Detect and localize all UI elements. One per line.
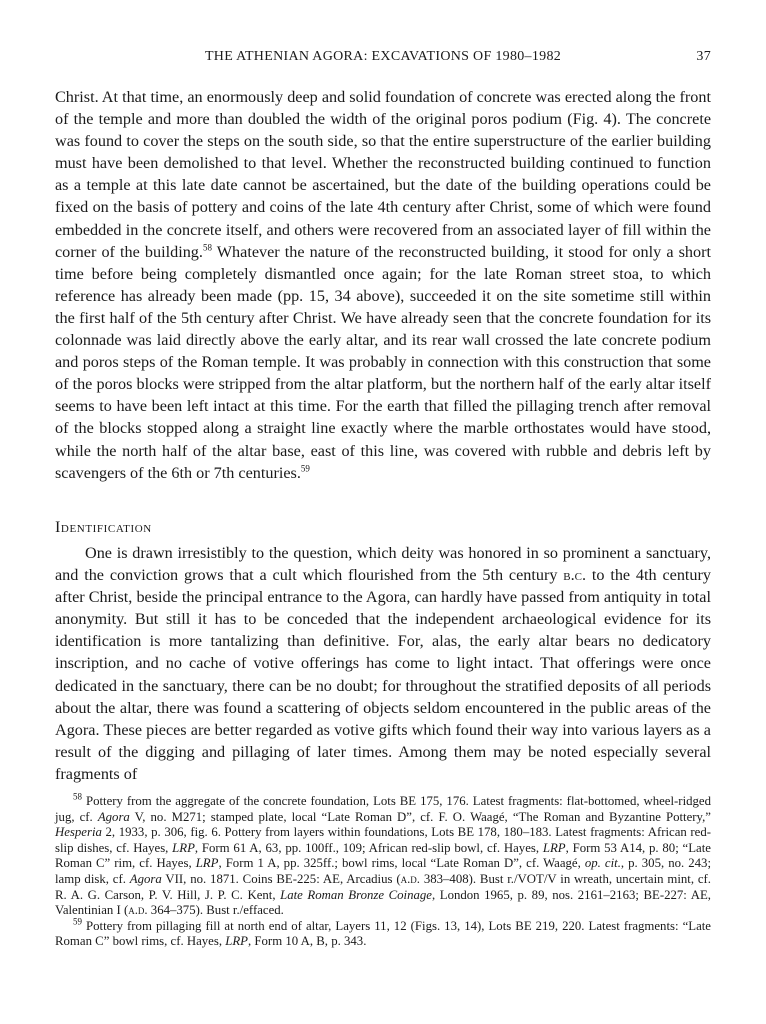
footnote-59	[55, 916, 711, 950]
footnote-italic: LRP	[195, 856, 219, 871]
running-title: THE ATHENIAN AGORA: EXCAVATIONS OF 1980–1982	[204, 49, 562, 64]
footnote-text: 2, 1933, p. 306, fig. 6. Pottery from layers within foundations, Lots BE 178, 180–183. Latest fragments: African red-slip dishes, cf. Hayes,	[55, 825, 711, 855]
footnotes	[55, 791, 712, 950]
footnote-reference: 59	[300, 463, 310, 474]
paragraph	[55, 542, 711, 785]
era-abbreviation: b.c.	[563, 566, 587, 585]
footnote-italic: Hesperia	[55, 825, 102, 840]
footnote-text: , p. 305, no. 243; lamp disk, cf.	[55, 856, 711, 886]
footnote-number: 59	[73, 916, 82, 927]
paragraph-text: Christ. At that time, an enormously deep and solid foundation of concrete was erected along the front of the temple and more than doubled the width of the original poros podium (Fig. 4). The concrete was found to cover the steps on the south side, so that the entire superstructure of the earlier building must have been demolished to that level. Whether the reconstructed building continued to function as a temple at this late date cannot be ascertained, but the date of the building operations could be fixed on the basis of pottery and coins of the late 4th century after Christ, some of which were found embedded in the concrete itself, and others were recovered from an associated layer of fill within the corner of the building.	[55, 88, 711, 261]
footnote-text: , Form 61 A, 63, pp. 100ff., 109; African red-slip bowl, cf. Hayes,	[194, 840, 543, 855]
section-body	[55, 542, 711, 785]
running-head	[55, 49, 711, 69]
era-abbreviation: a.d.	[400, 871, 420, 886]
body-text	[55, 86, 711, 484]
footnote-italic: LRP	[172, 840, 195, 855]
footnote-text: 383–408). Bust r./VOT/V in wreath, uncertain mint, cf. R. A. G. Carson, P. V. Hill, J. P. C. Kent,	[55, 871, 712, 902]
footnote-italic: LRP	[542, 840, 566, 855]
footnote-text: Pottery from pillaging fill at north end of altar, Layers 11, 12 (Figs. 13, 14), Lots BE 219, 220. Latest fragments: “Late Roman C” bowl rims, cf. Hayes,	[55, 918, 711, 949]
paragraph-text: Whatever the nature of the reconstructed building, it stood for only a short time before being completely dismantled once again; for the late Roman street stoa, to which reference has already been made (pp. 15, 34 above), succeeded it on the site sometime still within the first half of the 5th century after Christ. We have already seen that the concrete foundation for its colonnade was laid directly above the early altar, and its rear wall crossed the late concrete podium and poros steps of the Roman temple. It was probably in connection with this construction that some of the poros blocks were stripped from the altar platform, but the northern half of the early altar itself seems to have been left intact at this time. For the earth that filled the pillaging trench after removal of the blocks stopped along a straight line exactly where the marble orthostates would have stood, while the north half of the altar base, east of this line, was covered with rubble and debris left by scavengers of the 6th or 7th centuries.	[55, 242, 711, 482]
section-heading: Identification	[55, 519, 152, 536]
footnote-text: Pottery from the aggregate of the concrete foundation, Lots BE 175, 176. Latest fragments: flat-bottomed, wheel-ridged jug, cf.	[55, 794, 711, 824]
footnote-italic: Agora	[129, 871, 162, 886]
footnote-text: , Form 10 A, B, p. 343.	[248, 934, 367, 949]
footnote-italic: LRP	[225, 934, 249, 949]
paragraph	[55, 86, 711, 484]
footnote-58	[55, 791, 712, 919]
footnote-text: V, no. M271; stamped plate, local “Late Roman D”, cf. F. O. Waagé, “The Roman and Byzantine Pottery,”	[129, 809, 711, 824]
era-abbreviation: a.d.	[128, 903, 148, 918]
footnote-number: 58	[73, 791, 82, 802]
footnote-text: 364–375). Bust r./effaced.	[147, 903, 284, 918]
footnote-text: , Form 53 A14, p. 80; “Late Roman C” rim, cf. Hayes,	[55, 840, 711, 871]
footnote-italic: op. cit.	[584, 856, 621, 871]
footnote-reference: 58	[202, 242, 212, 253]
paragraph-text: to the 4th century after Christ, beside the principal entrance to the Agora, can hardly have passed from antiquity in total anonymity. But still it has to be conceded that the independent archaeological evidence for its identification is more tantalizing than definitive. For, alas, the early altar bears no dedicatory inscription, and no cache of votive offerings has come to light intact. That offerings were once dedicated in the sanctuary, there can be no doubt; for throughout the stratified deposits of all periods about the altar, there was found a scattering of objects seldom encountered in the public areas of the Agora. These pieces are better regarded as votive gifts which found their way into various layers as a result of the digging and pillaging of later times. Among them may be noted especially several fragments of	[55, 566, 711, 783]
footnote-text: , London 1965, p. 89, nos. 2161–2163; BE-227: AE, Valentinian I (	[55, 887, 711, 918]
footnote-italic: Late Roman Bronze Coinage	[280, 887, 432, 902]
footnote-text: , Form 1 A, pp. 325ff.; bowl rims, local “Late Roman D”, cf. Waagé,	[218, 856, 585, 871]
page-number: 37	[696, 49, 711, 64]
footnote-italic: Agora	[97, 809, 130, 824]
paragraph-text: One is drawn irresistibly to the question, which deity was honored in so prominent a sanctuary, and the conviction grows that a cult which flourished from the 5th century	[55, 544, 711, 585]
footnote-text: VII, no. 1871. Coins BE-225: AE, Arcadius (	[161, 871, 401, 886]
